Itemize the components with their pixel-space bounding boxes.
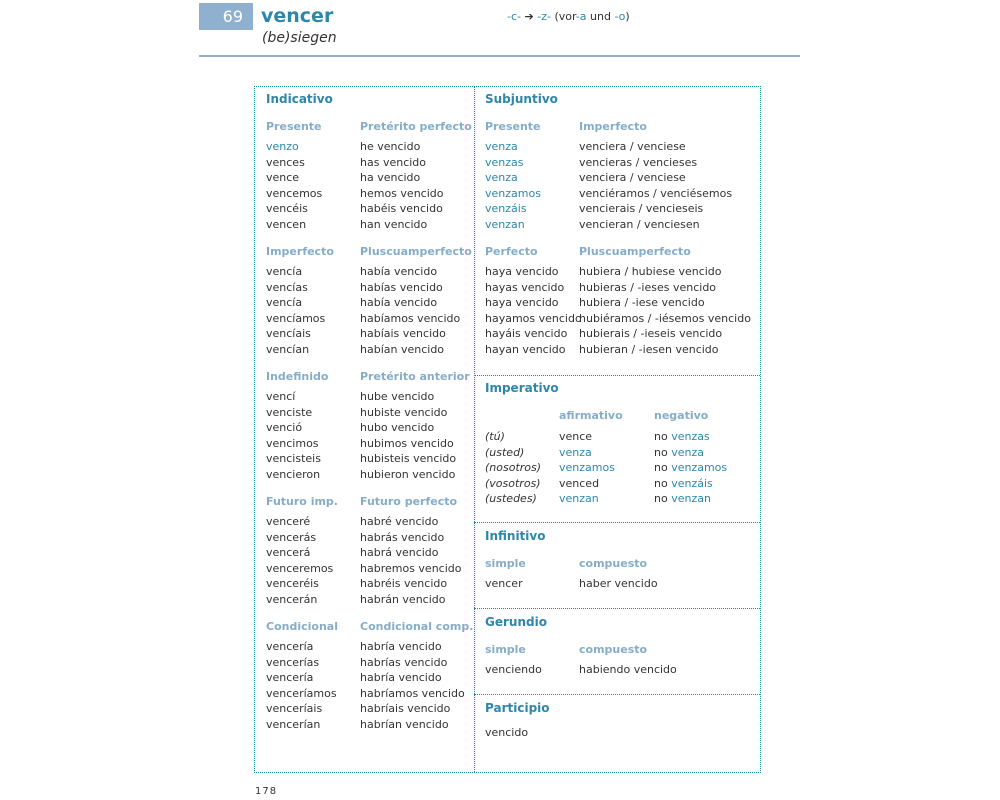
section-divider	[474, 375, 760, 376]
form: venciéramos / venciésemos	[579, 186, 733, 200]
form: habré vencido	[360, 515, 439, 528]
gerundio-simple: venciendo	[485, 663, 542, 676]
form: venzáis	[485, 202, 527, 216]
form: habría vencido	[360, 671, 442, 685]
negation: no	[654, 445, 668, 459]
form: vencimos	[266, 436, 319, 450]
imperativo-heading: Imperativo	[485, 381, 559, 395]
form: hayamos vencido	[485, 311, 582, 325]
gerundio-compuesto-heading: compuesto	[579, 643, 648, 656]
gerundio-simple-heading: simple	[485, 643, 526, 656]
preterito-anterior-forms	[360, 389, 456, 483]
imperativo-negativo-forms	[654, 429, 727, 507]
person: (nosotros)	[485, 461, 542, 475]
form: vence	[266, 171, 300, 185]
form: hubiste vencido	[360, 405, 448, 419]
subjuntivo-heading: Subjuntivo	[485, 92, 558, 106]
form: vencería	[266, 640, 314, 653]
form: venzamos	[671, 461, 728, 475]
form: vencía	[266, 296, 303, 310]
form: hubieran / -iesen vencido	[579, 342, 719, 356]
form: venciste	[266, 405, 313, 419]
rule-close: )	[625, 10, 630, 23]
form: había vencido	[360, 265, 438, 278]
indicativo-pluscuamperfecto-forms	[360, 264, 460, 358]
rule-condition: (vor	[554, 10, 576, 23]
form: habían vencido	[360, 342, 445, 356]
form: habrían vencido	[360, 717, 449, 731]
participio-heading: Participio	[485, 701, 550, 715]
indicativo-heading: Indicativo	[266, 92, 333, 106]
form: vencerán	[266, 592, 318, 606]
form: venzan	[559, 492, 599, 506]
form: habrás vencido	[360, 530, 445, 544]
form: vencíamos	[266, 311, 326, 325]
form: vencían	[266, 342, 310, 356]
form: habrán vencido	[360, 592, 446, 606]
form: vence	[559, 430, 593, 443]
form: venceréis	[266, 577, 319, 591]
verb-translation: (be)siegen	[262, 30, 337, 46]
header-divider	[199, 55, 800, 57]
infinitivo-compuesto-heading: compuesto	[579, 557, 648, 570]
imperativo-afirmativo-forms	[559, 429, 615, 507]
subjuntivo-pluscuamperfecto-heading: Pluscuamperfecto	[579, 245, 691, 258]
form: ha vencido	[360, 171, 421, 185]
form: venzáis	[671, 476, 713, 490]
negativo-heading: negativo	[654, 409, 709, 422]
presente-heading: Presente	[266, 120, 322, 133]
afirmativo-heading: afirmativo	[559, 409, 623, 422]
form: hayas vencido	[485, 280, 565, 294]
form: habíais vencido	[360, 327, 446, 341]
negation: no	[654, 476, 668, 490]
form: vencíais	[266, 327, 311, 341]
futuro-perfecto-forms	[360, 514, 461, 608]
form: venza	[671, 445, 704, 459]
form: han vencido	[360, 217, 428, 231]
form: vencerás	[266, 530, 317, 544]
form: habrías vencido	[360, 655, 448, 669]
form: has vencido	[360, 155, 427, 169]
form: vencemos	[266, 186, 323, 200]
condicional-comp-forms	[360, 639, 465, 733]
form: vencerá	[266, 546, 311, 560]
subjuntivo-pluscuamperfecto-forms	[579, 264, 751, 358]
form: vencerías	[266, 655, 320, 669]
form: vencería	[266, 671, 314, 685]
column-divider	[474, 87, 475, 772]
form: vencen	[266, 217, 307, 231]
form: vencieras / vencieses	[579, 155, 698, 169]
form: haya vencido	[485, 265, 559, 278]
futuro-imp-heading: Futuro imp.	[266, 495, 338, 508]
negation: no	[654, 430, 668, 443]
form: hayáis vencido	[485, 327, 568, 341]
spelling-rule	[507, 10, 630, 23]
form: venció	[266, 421, 303, 435]
form: habías vencido	[360, 280, 443, 294]
form: venciera / venciese	[579, 171, 686, 185]
person: (ustedes)	[485, 492, 537, 506]
form: venceremos	[266, 561, 334, 575]
form: vencerían	[266, 717, 321, 731]
gerundio-heading: Gerundio	[485, 615, 547, 629]
form: habíamos vencido	[360, 311, 461, 325]
subjuntivo-imperfecto-heading: Imperfecto	[579, 120, 647, 133]
subjuntivo-imperfecto-forms	[579, 139, 732, 233]
form: vencí	[266, 390, 296, 403]
section-divider	[474, 694, 760, 695]
form: habríais vencido	[360, 702, 451, 716]
form: venzas	[485, 155, 524, 169]
form: vencierais / vencieseis	[579, 202, 704, 216]
gerundio-compuesto: habiendo vencido	[579, 663, 677, 676]
form: venceríais	[266, 702, 323, 716]
form: vencieron	[266, 467, 321, 481]
indefinido-heading: Indefinido	[266, 370, 329, 383]
form: vencía	[266, 265, 303, 278]
negation: no	[654, 461, 668, 475]
infinitivo-simple-heading: simple	[485, 557, 526, 570]
condicional-forms	[266, 639, 337, 733]
form: habría vencido	[360, 640, 442, 653]
indicativo-presente-forms	[266, 139, 322, 233]
form: venzan	[485, 217, 525, 231]
person: (usted)	[485, 445, 525, 459]
preterito-perfecto-heading: Pretérito perfecto	[360, 120, 472, 133]
form: hemos vencido	[360, 186, 444, 200]
rule-vowel-a: -a	[575, 10, 587, 23]
form: hubiera / -iese vencido	[579, 296, 705, 310]
form: venzan	[671, 492, 711, 506]
person: (vosotros)	[485, 476, 541, 490]
form: venza	[485, 140, 518, 153]
verb-title: vencer	[261, 5, 334, 27]
form: habrá vencido	[360, 546, 439, 560]
participio-form: vencido	[485, 726, 529, 739]
conjugation-table	[254, 86, 761, 773]
subjuntivo-presente-heading: Presente	[485, 120, 541, 133]
section-divider	[474, 608, 760, 609]
page-number: 178	[255, 786, 278, 797]
imperativo-persons	[485, 429, 541, 507]
preterito-anterior-heading: Pretérito anterior	[360, 370, 470, 383]
preterito-perfecto-forms	[360, 139, 443, 233]
form: vencías	[266, 280, 308, 294]
form: hubiéramos / -iésemos vencido	[579, 311, 751, 325]
form: hubieron vencido	[360, 467, 456, 481]
indefinido-forms	[266, 389, 321, 483]
form: venzas	[671, 430, 710, 443]
rule-to: -z-	[537, 10, 551, 23]
form: venced	[559, 476, 600, 490]
futuro-imp-forms	[266, 514, 333, 608]
form: hubiera / hubiese vencido	[579, 265, 722, 278]
form: vencisteis	[266, 452, 321, 466]
form: venceré	[266, 515, 311, 528]
rule-and: und	[590, 10, 611, 23]
form: haya vencido	[485, 296, 559, 310]
form: venzo	[266, 140, 299, 153]
person: (tú)	[485, 430, 505, 443]
form: habéis vencido	[360, 202, 443, 216]
subjuntivo-perfecto-forms	[485, 264, 582, 358]
form: venciera / venciese	[579, 140, 686, 153]
form: habríamos vencido	[360, 686, 465, 700]
infinitivo-compuesto: haber vencido	[579, 577, 658, 590]
pluscuamperfecto-heading: Pluscuamperfecto	[360, 245, 472, 258]
page-number-badge: 69	[199, 3, 253, 30]
infinitivo-heading: Infinitivo	[485, 529, 546, 543]
arrow-icon: ➔	[524, 10, 534, 23]
futuro-perfecto-heading: Futuro perfecto	[360, 495, 458, 508]
form: hayan vencido	[485, 342, 566, 356]
rule-vowel-o: -o	[614, 10, 626, 23]
condicional-heading: Condicional	[266, 620, 338, 633]
form: había vencido	[360, 296, 438, 310]
form: he vencido	[360, 140, 421, 153]
form: habréis vencido	[360, 577, 448, 591]
form: hubieras / -ieses vencido	[579, 280, 717, 294]
form: hube vencido	[360, 390, 435, 403]
imperfecto-heading: Imperfecto	[266, 245, 334, 258]
form: venzamos	[559, 461, 615, 475]
negation: no	[654, 492, 668, 506]
form: vences	[266, 155, 305, 169]
rule-from: -c-	[507, 10, 521, 23]
form: hubierais / -ieseis vencido	[579, 327, 723, 341]
indicativo-imperfecto-forms	[266, 264, 325, 358]
infinitivo-simple: vencer	[485, 577, 523, 590]
form: habremos vencido	[360, 561, 462, 575]
form: vencieran / venciesen	[579, 217, 700, 231]
section-divider	[474, 522, 760, 523]
form: venza	[559, 445, 592, 459]
form: venceríamos	[266, 686, 337, 700]
form: vencéis	[266, 202, 308, 216]
form: hubo vencido	[360, 421, 435, 435]
condicional-comp-heading: Condicional comp.	[360, 620, 474, 633]
subjuntivo-perfecto-heading: Perfecto	[485, 245, 538, 258]
form: hubisteis vencido	[360, 452, 457, 466]
form: venzamos	[485, 186, 541, 200]
form: venza	[485, 171, 518, 185]
form: hubimos vencido	[360, 436, 454, 450]
subjuntivo-presente-forms	[485, 139, 541, 233]
